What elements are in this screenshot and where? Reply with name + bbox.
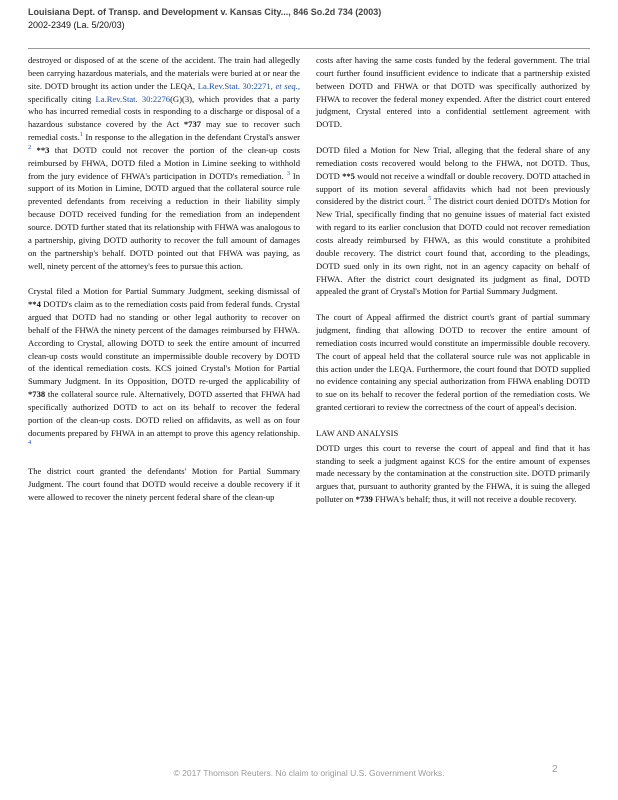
paragraph-4: costs after having the same costs funded by the federal government. The trial court further found insufficient evidence to indicate that a partnership existed between DOTD and FHWA or that DOTD was specifically authorized by FHWA to recover the federal money expended. After the district court entered judgment, Crystal entered into a confidential settlement agreement with DOTD. bbox=[316, 55, 590, 130]
text-span: DOTD's claim as to the remediation costs paid from federal funds. Crystal argued that DOTD had no standing or other legal authority to recover on behalf of the FHWA the ninety percent of the damages reimbursed by FHWA. According to Crystal, allowing DOTD to seek the entire amount of incurred clean-up costs would constitute an impermissible double recovery by DOTD of the identical remediation costs. KCS joined Crystal's Motion for Partial Summary Judgment. In its Opposition, DOTD re-urged the applicability of bbox=[28, 299, 300, 387]
right-column bbox=[316, 54, 590, 519]
text-span: may sue to recover such remedial costs. bbox=[28, 119, 300, 143]
header-rule bbox=[28, 48, 590, 49]
paragraph-5 bbox=[316, 144, 590, 298]
footnote-2-link[interactable]: 2 bbox=[28, 144, 32, 152]
case-title: Louisiana Dept. of Transp. and Development v. Kansas City..., 846 So.2d 734 (2003) bbox=[28, 7, 382, 17]
star-page-737: *737 bbox=[183, 119, 202, 130]
text-span: specifically citing bbox=[28, 93, 92, 104]
star-page-4: **4 bbox=[28, 299, 41, 310]
citation-link-30-2271[interactable]: La.Rev.Stat. 30:2271, bbox=[197, 80, 273, 91]
copyright-footer: © 2017 Thomson Reuters. No claim to original U.S. Government Works. bbox=[173, 768, 445, 778]
paragraph-3: The district court granted the defendants' Motion for Partial Summary Judgment. The court found that DOTD would receive a double recovery if it were allowed to recover the ninety percent federal share of the clean-up bbox=[28, 466, 300, 502]
page-number: 2 bbox=[552, 764, 558, 775]
footnote-1-link[interactable]: 1 bbox=[79, 131, 84, 139]
text-span: the collateral source rule. Alternatively, DOTD asserted that FHWA had specifically authorized DOTD to act on its behalf to recover the federal portion of the clean-up costs. DOTD relied on affidavits, as well as on four documents prepared by FHWA in an attempt to prove this agency relationship. bbox=[28, 389, 300, 438]
text-span: would not receive a windfall or double recovery. DOTD attached in support of its motion several affidavits which had not been previously considered by the district court. bbox=[316, 170, 590, 207]
text-span: The district court denied DOTD's Motion for New Trial, specifically finding that no genuine issues of material fact existed with regard to its earlier conclusion that DOTD could not recover remediation costs already reimbursed by FHWA, as this would constitute a prohibited double recovery. The district court found that, according to the pleadings, DOTD sued only in its own right, not in an agency capacity on behalf of FHWA. After the district court designated its judgment as final, DOTD appealed the grant of Crystal's Motion for Partial Summary Judgment. bbox=[316, 196, 590, 297]
footnote-5-link[interactable]: 5 bbox=[428, 195, 432, 203]
document-header bbox=[28, 6, 588, 32]
paragraph-1 bbox=[28, 54, 300, 272]
docket-number: 2002-2349 (La. 5/20/03) bbox=[28, 20, 125, 30]
text-span: (G)(3), which provides that a party who has incurred remedial costs in responding to a discharge or disposal of a hazardous substance covered by the Act bbox=[28, 93, 301, 130]
text-span: In support of its Motion in Limine, DOTD argued that the collateral source rule prevented defendants from receiving a reduction in their liability simply because DOTD received funding for the remediation from an independent source. DOTD further stated that its relationship with FHWA was analogous to a partnership, giving DOTD authority to recover the full amount of damages on the partnership's behalf. DOTD pointed out that FHWA was paying, as well, ninety percent of the attorney's fees to pursue this action. bbox=[28, 170, 301, 271]
text-span: destroyed or disposed of at the scene of the accident. The train had allegedly been carrying hazardous materials, and the materials were buried at or near the site. DOTD brought its action under the LEQA, bbox=[28, 55, 300, 91]
section-heading: LAW AND ANALYSIS bbox=[316, 427, 399, 438]
citation-link-30-2276[interactable]: La.Rev.Stat. 30:2276 bbox=[95, 93, 171, 104]
text-span: FHWA's behalf; thus, it will not receive a double recovery. bbox=[374, 494, 577, 505]
star-page-5: **5 bbox=[342, 170, 355, 181]
star-page-738: *738 bbox=[28, 389, 46, 400]
text-span: In response to the allegation in the defendant Crystal's answer bbox=[85, 132, 301, 143]
footnote-4-link[interactable]: 4 bbox=[28, 439, 32, 447]
star-page-3: **3 bbox=[36, 144, 50, 155]
text-span: Crystal filed a Motion for Partial Summary Judgment, seeking dismissal of bbox=[28, 286, 300, 297]
star-page-739: *739 bbox=[355, 494, 373, 505]
left-column bbox=[28, 54, 300, 517]
text-span: that DOTD could not recover the portion of the clean-up costs reimbursed by FHWA, DOTD filed a Motion in Limine seeking to withhold from the jury evidence of FHWA's participation in DOTD's remediation. bbox=[28, 144, 300, 181]
paragraph-7 bbox=[316, 442, 590, 506]
et-seq-link[interactable]: et seq., bbox=[275, 80, 301, 91]
text-span: DOTD filed a Motion for New Trial, alleging that the federal share of any remediation costs recovered would belong to the FHWA, not DOTD. Thus, DOTD bbox=[316, 145, 590, 181]
text-span: DOTD urges this court to reverse the court of appeal and find that it has standing to seek a judgment against KCS for the entire amount of expenses made necessary by the contamination at the construction site. DOTD primarily argues that, pursuant to authority granted by the FHWA, it is suing the alleged polluter on bbox=[316, 442, 590, 505]
paragraph-2 bbox=[28, 285, 300, 452]
paragraph-6: The court of Appeal affirmed the district court's grant of partial summary judgment, finding that allowing DOTD to recover the entire amount of remediation costs incurred would constitute an impermissible double recovery. The court of appeal held that the collateral source rule was not applicable in this action under the LEQA. Furthermore, the court found that DOTD supplied no evidence containing any special authorization from FHWA enabling DOTD to sue on its behalf to recover the federal portion of the remediation costs. We granted certiorari to review the correctness of the court of appeal's decision. bbox=[316, 312, 590, 413]
footnote-3-link[interactable]: 3 bbox=[286, 169, 290, 177]
